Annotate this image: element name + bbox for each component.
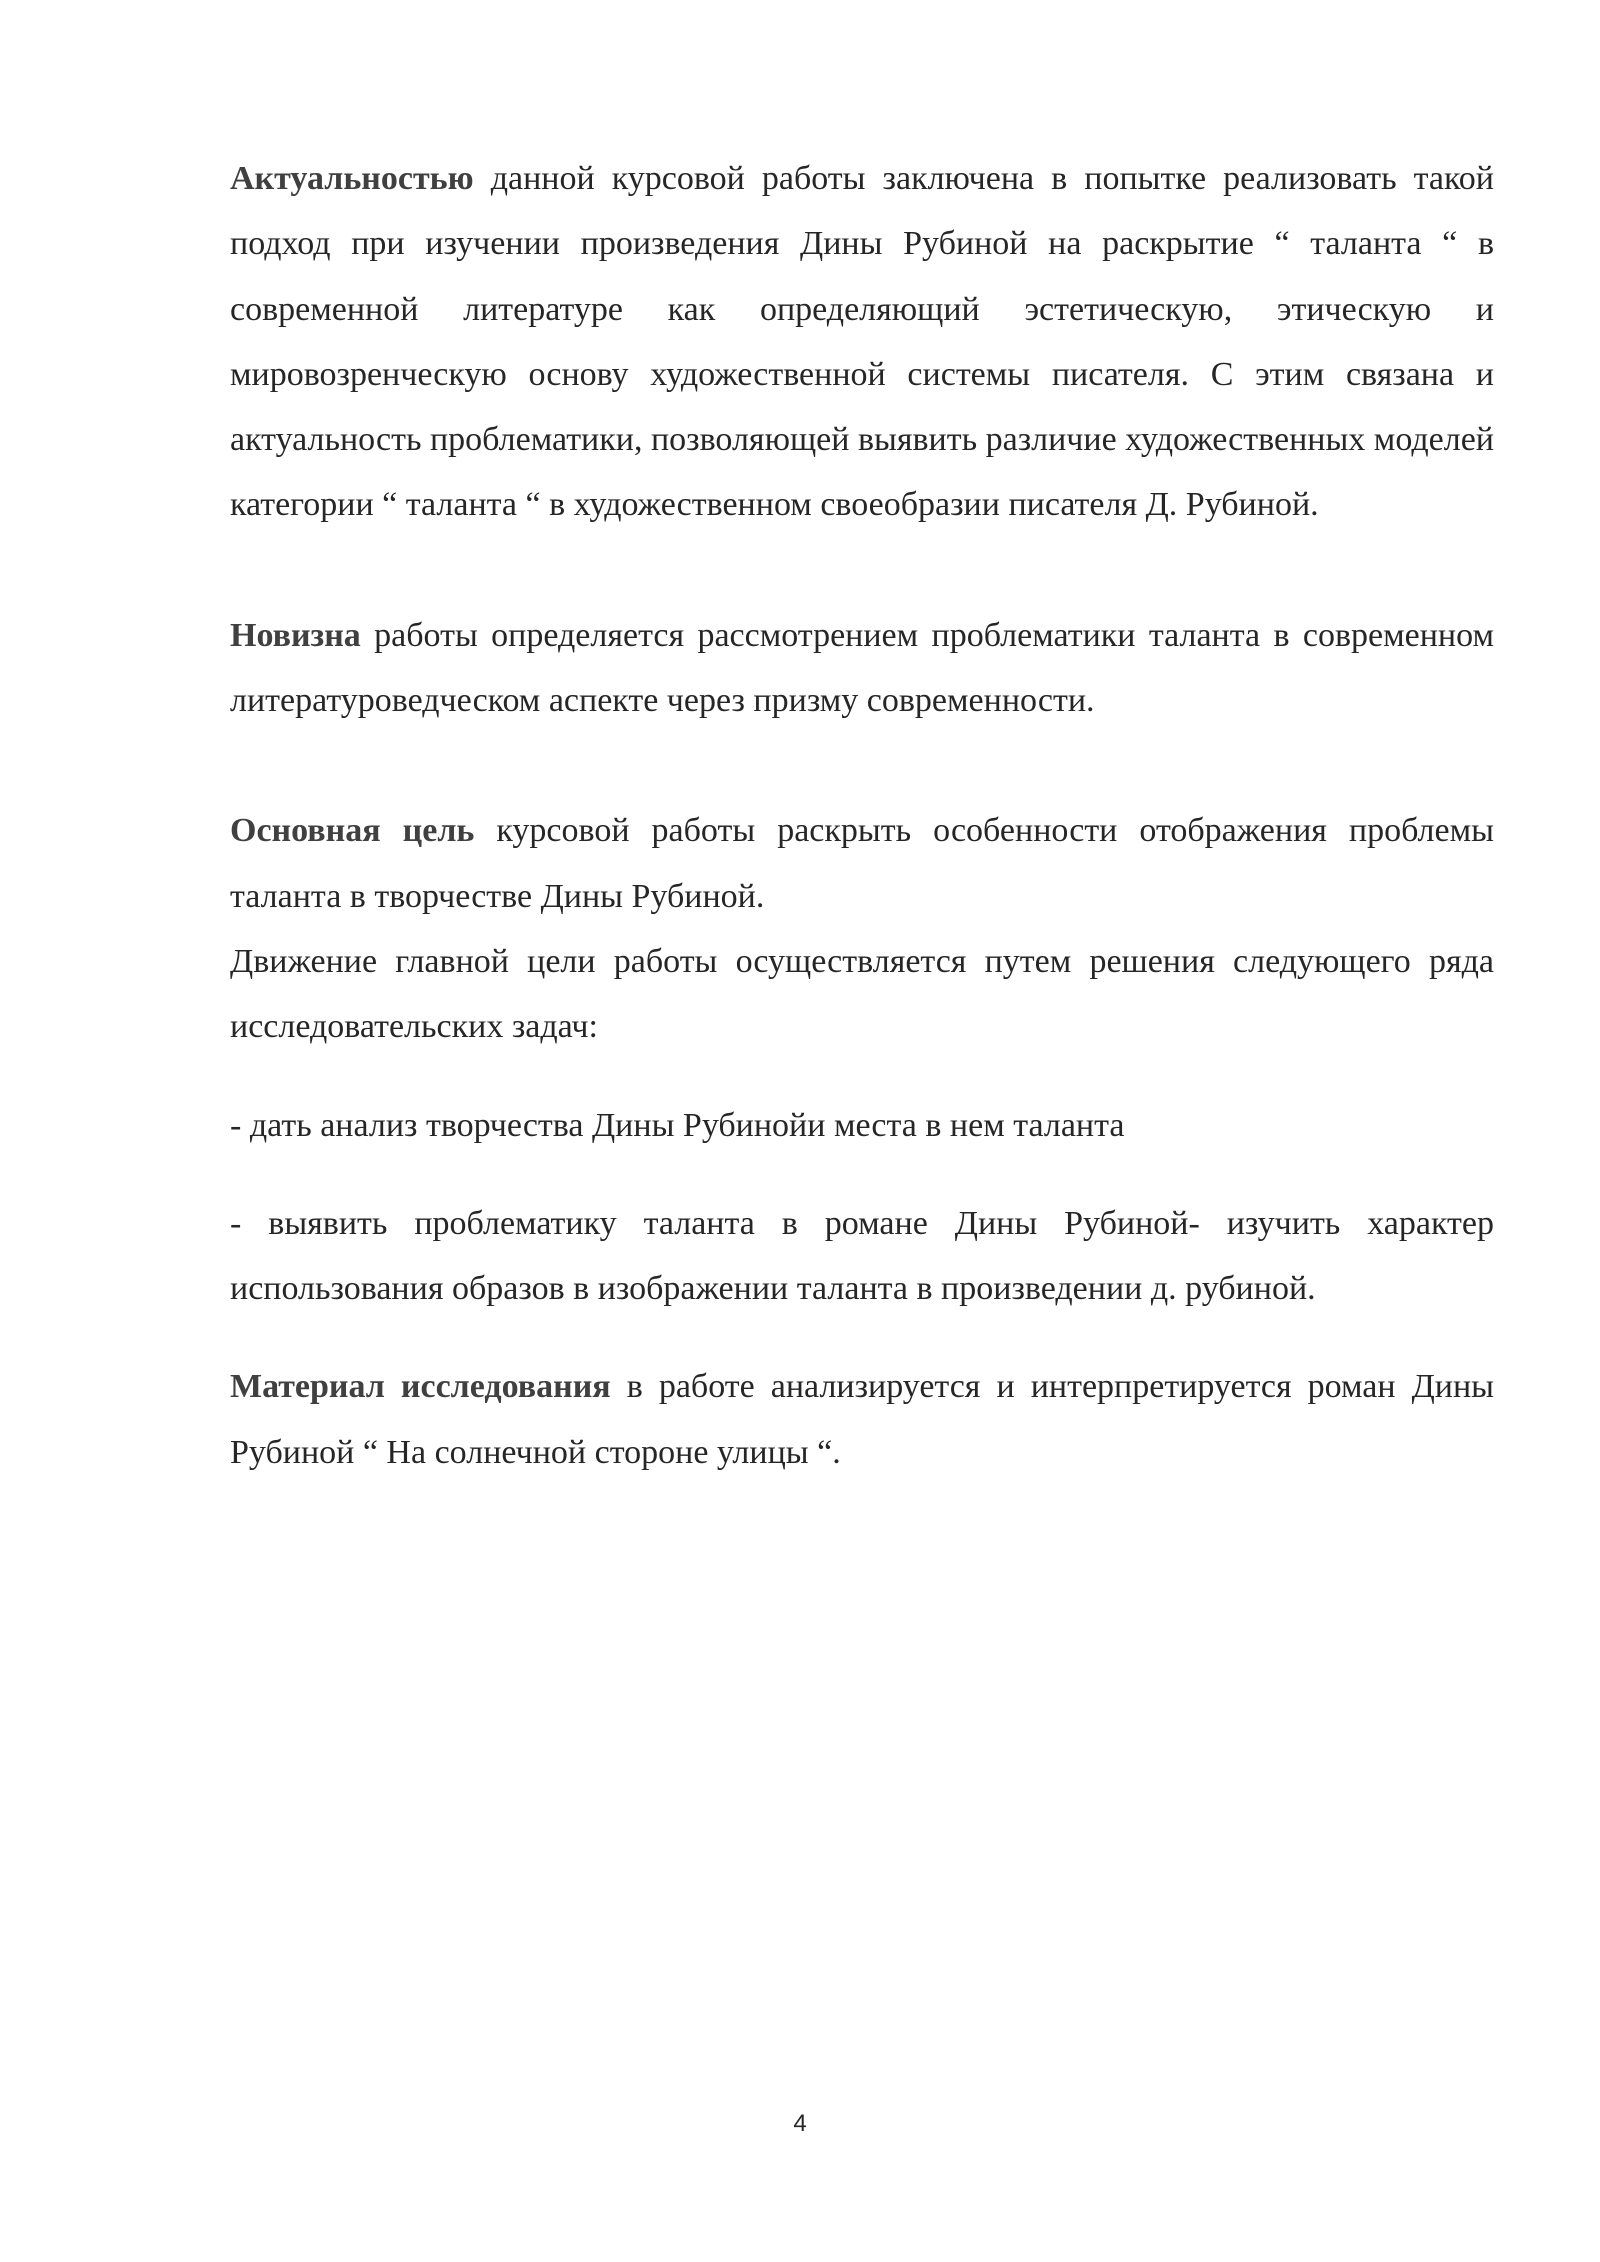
task-item-2: - выявить проблематику таланта в романе Дины Рубиной- изучить характер использования образов в изображении таланта в произведении д. рубиной. xyxy=(230,1204,1494,1308)
novelty-text: работы определяется рассмотрением проблематики таланта в современном литературоведческом аспекте через призму современности. xyxy=(230,616,1494,720)
paragraph-spacer xyxy=(230,1158,1494,1191)
novelty-paragraph xyxy=(230,603,1494,734)
material-paragraph xyxy=(230,1354,1494,1485)
tasks-intro-paragraph: Движение главной цели работы осуществляется путем решения следующего ряда исследовательских задач: xyxy=(230,942,1494,1046)
page-body xyxy=(230,146,1494,1485)
task-item-1: - дать анализ творчества Дины Рубинойи места в нем таланта xyxy=(230,1106,1125,1144)
page-number: 4 xyxy=(793,2110,807,2137)
relevance-paragraph xyxy=(230,146,1494,538)
paragraph-spacer xyxy=(230,1321,1494,1354)
paragraph-spacer xyxy=(230,733,1494,798)
paragraph-spacer xyxy=(230,1060,1494,1093)
goal-heading: Основная цель xyxy=(230,812,475,850)
goal-text: курсовой работы раскрыть особенности отображения проблемы таланта в творчестве Дины Рубиной. xyxy=(230,812,1494,915)
paragraph-spacer xyxy=(230,538,1494,603)
material-heading: Материал исследования xyxy=(230,1368,611,1406)
material-text: в работе анализируется и интерпретируется роман Дины Рубиной “ На солнечной стороне улицы “. xyxy=(230,1368,1495,1471)
goal-paragraph xyxy=(230,798,1494,929)
novelty-heading: Новизна xyxy=(230,616,361,654)
relevance-heading: Актуальностью xyxy=(230,160,474,197)
relevance-text: данной курсовой работы заключена в попытке реализовать такой подход при изучении произведения Дины Рубиной на раскрытие “ таланта “ в современной литературе как определяющий эстетическую, этическую и мировозренческую основу художественной системы писателя. С этим связана и актуальность проблематики, позволяющей выявить различие художественных моделей категории “ таланта “ в художественном своеобразии писателя Д. Рубиной. xyxy=(230,160,1494,524)
